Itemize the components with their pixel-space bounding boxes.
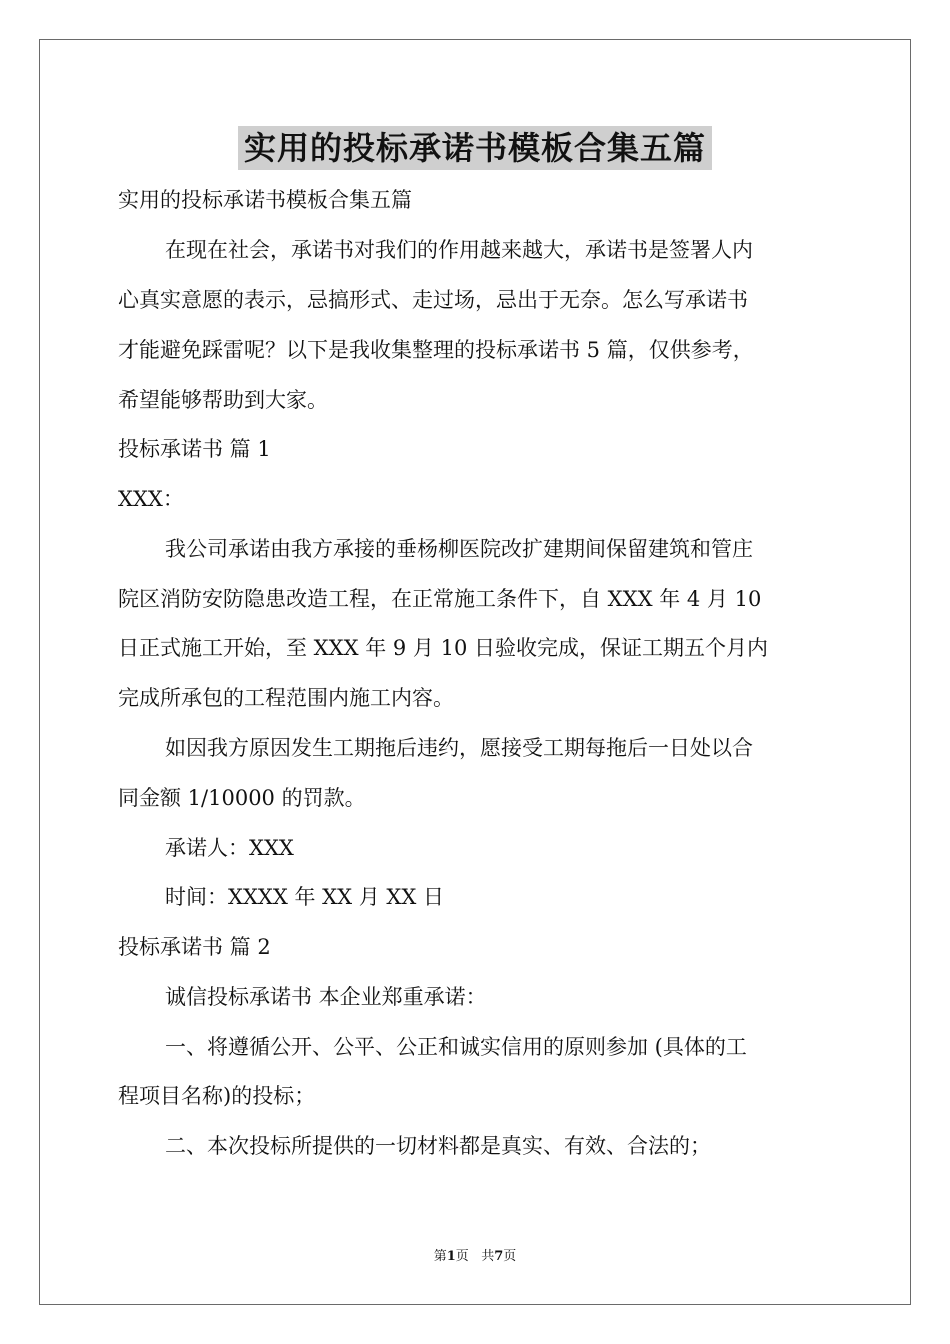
- paragraph-line: 同金额 1/10000 的罚款。: [118, 786, 366, 810]
- total-prefix: 共: [481, 1249, 495, 1264]
- paragraph-line: 在现在社会，承诺书对我们的作用越来越大，承诺书是签署人内: [165, 238, 753, 262]
- subtitle-line: 实用的投标承诺书模板合集五篇: [118, 188, 412, 212]
- paragraph-line: 希望能够帮助到大家。: [118, 388, 328, 412]
- section-heading: 投标承诺书 篇 1: [118, 437, 271, 461]
- paragraph-line: 心真实意愿的表示，忌搞形式、走过场，忌出于无奈。怎么写承诺书: [118, 288, 748, 312]
- page-border: [39, 39, 911, 1305]
- page-unit: 页: [455, 1249, 469, 1264]
- signer-line: 承诺人：XXX: [165, 836, 294, 860]
- paragraph-line: 我公司承诺由我方承接的垂杨柳医院改扩建期间保留建筑和管庄: [165, 537, 753, 561]
- paragraph-line: 二、本次投标所提供的一切材料都是真实、有效、合法的；: [165, 1134, 711, 1158]
- paragraph-line: 诚信投标承诺书 本企业郑重承诺：: [165, 985, 487, 1009]
- total-unit: 页: [503, 1249, 517, 1264]
- paragraph-line: 程项目名称)的投标；: [118, 1084, 316, 1108]
- section-heading: 投标承诺书 篇 2: [118, 935, 271, 959]
- paragraph-line: 如因我方原因发生工期拖后违约，愿接受工期每拖后一日处以合: [165, 736, 753, 760]
- paragraph-line: 一、将遵循公开、公平、公正和诚实信用的原则参加 (具体的工: [165, 1035, 747, 1059]
- paragraph-line: 才能避免踩雷呢？以下是我收集整理的投标承诺书 5 篇，仅供参考，: [118, 338, 754, 362]
- page-prefix: 第: [433, 1249, 447, 1264]
- paragraph-line: 日正式施工开始，至 XXX 年 9 月 10 日验收完成，保证工期五个月内: [118, 636, 768, 660]
- paragraph-line: 院区消防安防隐患改造工程，在正常施工条件下，自 XXX 年 4 月 10: [118, 587, 762, 611]
- paragraph-line: 完成所承包的工程范围内施工内容。: [118, 686, 454, 710]
- total-pages: 7: [494, 1249, 504, 1264]
- title-container: [0, 126, 950, 170]
- page-number: 1: [446, 1249, 456, 1264]
- salutation-line: XXX：: [118, 487, 184, 511]
- document-title: 实用的投标承诺书模板合集五篇: [238, 126, 712, 170]
- page-footer: [0, 1248, 950, 1266]
- date-line: 时间：XXXX 年 XX 月 XX 日: [165, 885, 444, 909]
